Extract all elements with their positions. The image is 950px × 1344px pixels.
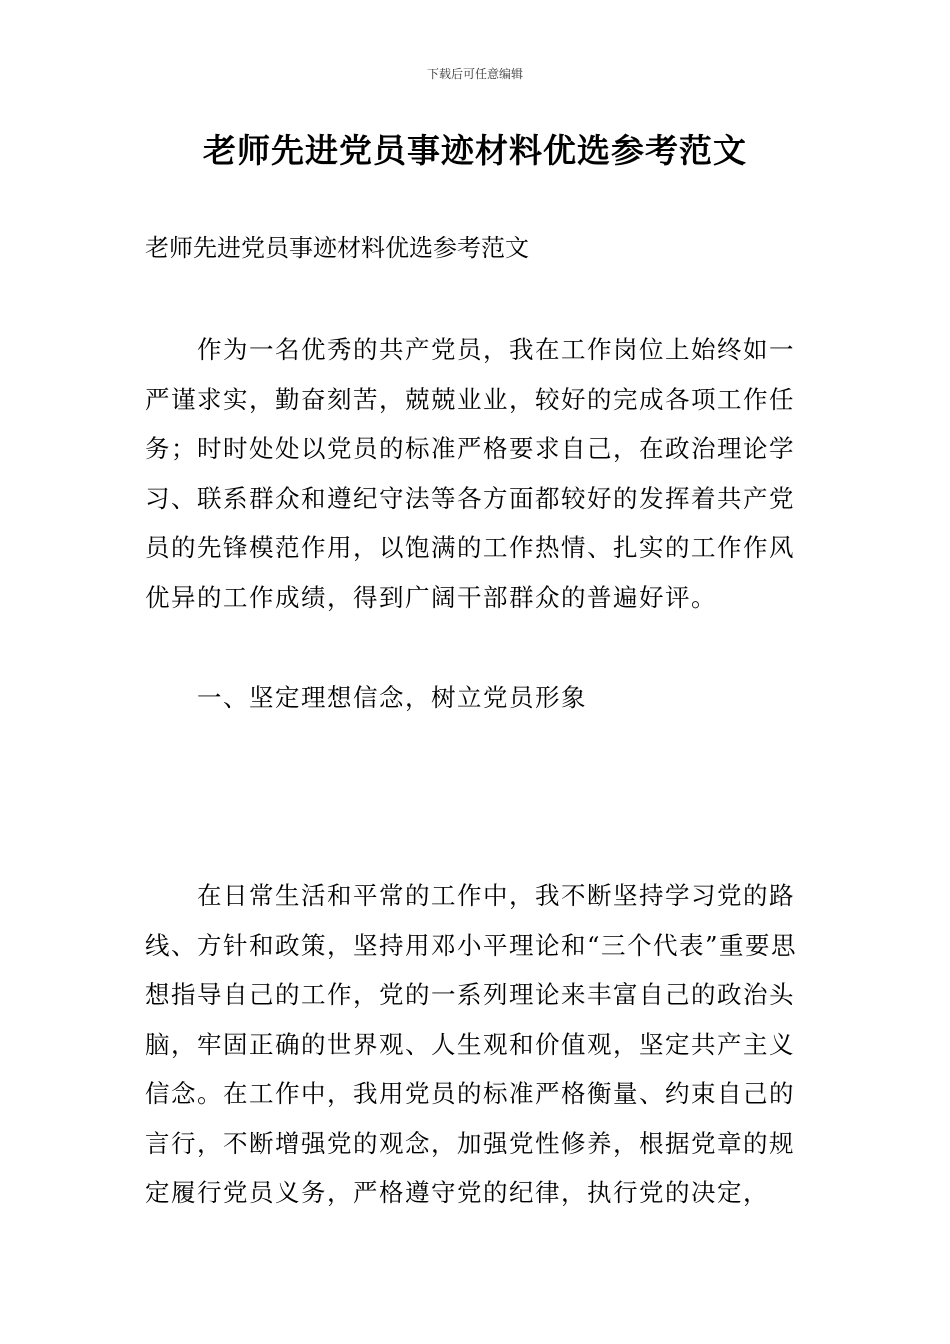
header-note: 下载后可任意编辑 [426, 67, 523, 81]
document-title: 老师先进党员事迹材料优选参考范文 [203, 131, 747, 170]
document-subtitle: 老师先进党员事迹材料优选参考范文 [145, 234, 529, 262]
body-paragraph-2: 在日常生活和平常的工作中，我不断坚持学习党的路线、方针和政策，坚持用邓小平理论和“三个代表”重要思想指导自己的工作，党的一系列理论来丰富自己的政治头脑，牢固正确的世界观、人生观和价值观，坚定共产主义信念。在工作中，我用党员的标准严格衡量、约束自己的言行，不断增强党的观念，加强党性修养，根据党章的规定履行党员义务，严格遵守党的纪律，执行党的决定， [145, 881, 798, 1207]
body-paragraph-1: 作为一名优秀的共产党员，我在工作岗位上始终如一严谨求实，勤奋刻苦，兢兢业业，较好的完成各项工作任务；时时处处以党员的标准严格要求自己，在政治理论学习、联系群众和遵纪守法等各方面都较好的发挥着共产党员的先锋模范作用，以饱满的工作热情、扎实的工作作风优异的工作成绩，得到广阔干部群众的普遍好评。 [145, 335, 795, 612]
section-heading-1: 一、坚定理想信念，树立党员形象 [197, 683, 587, 712]
